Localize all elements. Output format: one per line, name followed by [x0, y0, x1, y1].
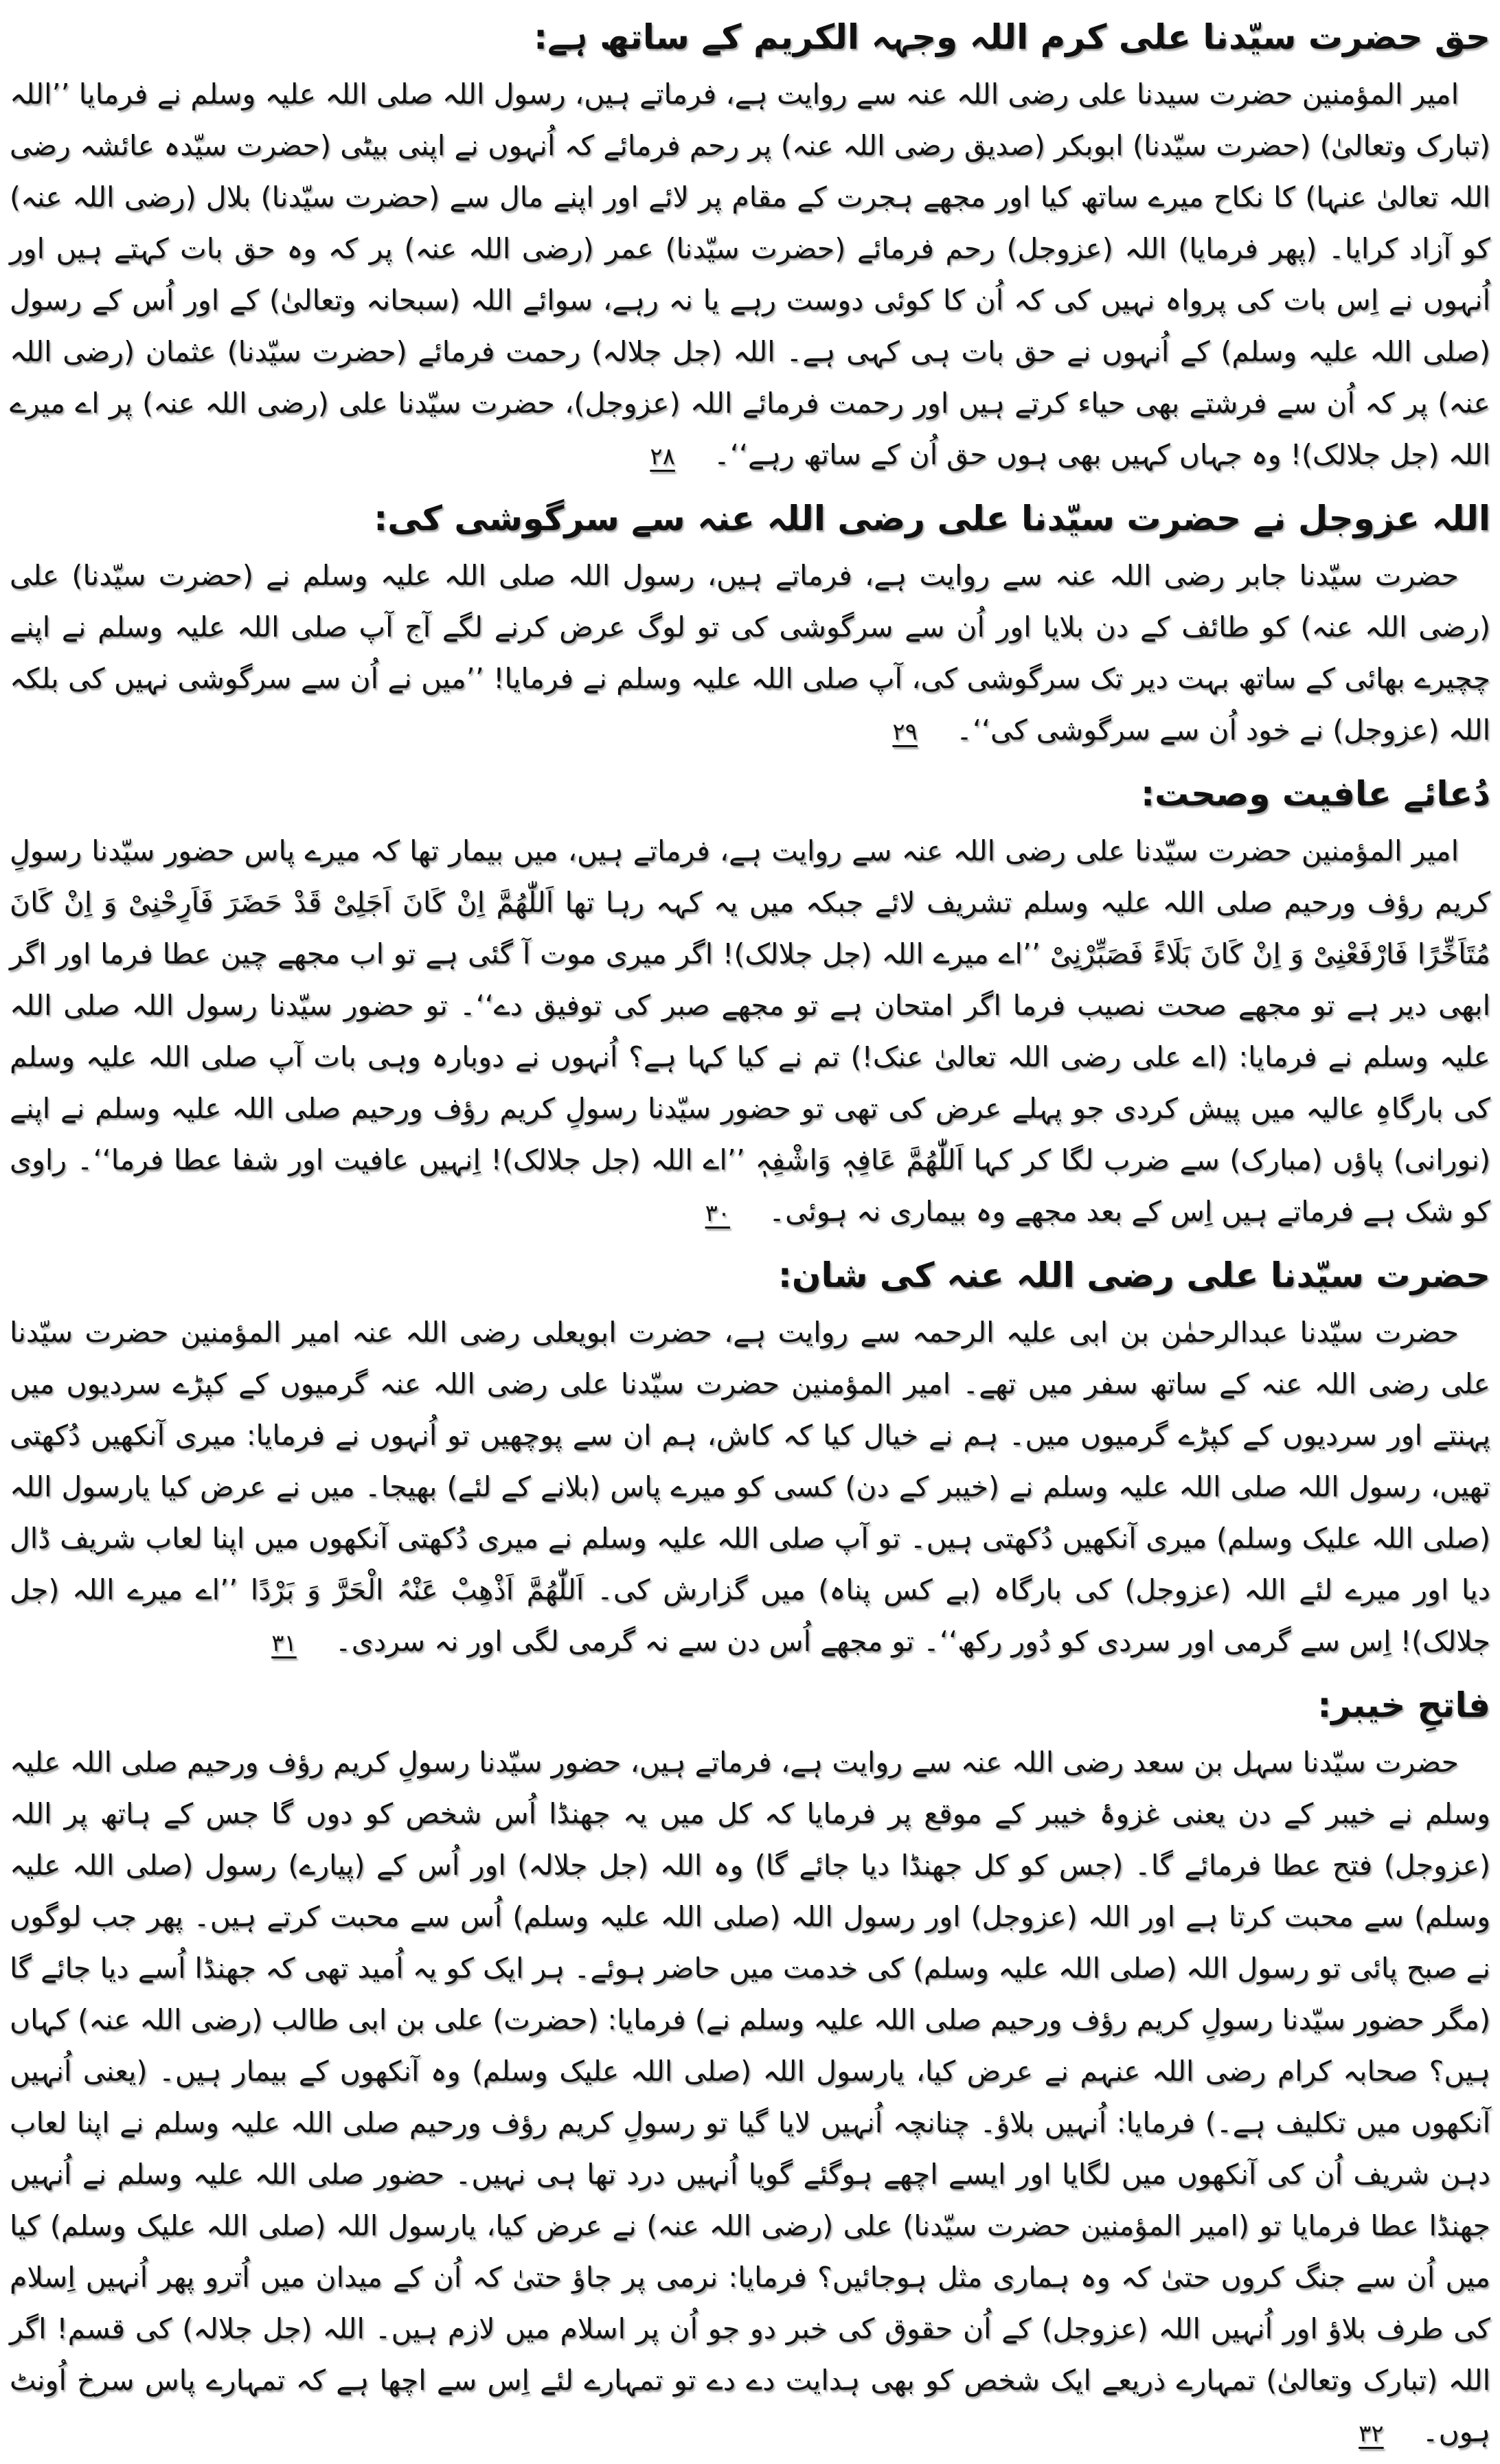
section-heading-fatih-khaibar: فاتحِ خیبر: [1317, 1685, 1490, 1725]
footnote-marker[interactable]: ۳۱ [271, 1630, 297, 1657]
paragraph-text: امیر المؤمنین حضرت سیّدنا علی رضی اللہ عنہ سے روایت ہے، فرماتے ہیں، میں بیمار تھا کہ میرے پاس حضور سیّدنا رسولِ کریم رؤف ورحیم صلی اللہ علیہ وسلم تشریف لائے جبکہ میں یہ کہہ رہا تھا اَللّٰھُمَّ اِنْ کَانَ اَجَلِیْ قَدْ حَضَرَ فَاَرِحْنِیْ وَ اِنْ کَانَ مُتَاَخِّرًا فَارْفَعْنِیْ وَ اِنْ کَانَ بَلَاءً فَصَبِّرْنِیْ ’’اے میرے اللہ (جل جلالک)! اگر میری موت آ گئی ہے تو اب مجھے چین عطا فرما اور اگر ابھی دیر ہے تو مجھے صحت نصیب فرما اگر امتحان ہے تو مجھے صبر کی توفیق دے‘‘۔ تو حضور سیّدنا رسول اللہ صلی اللہ علیہ وسلم نے فرمایا: (اے علی رضی اللہ تعالیٰ عنک!) تم نے کیا کہا ہے؟ اُنہوں نے دوبارہ وہی بات آپ صلی اللہ علیہ وسلم کی بارگاہِ عالیہ میں پیش کردی جو پہلے عرض کی تھی تو حضور سیّدنا رسولِ کریم رؤف ورحیم صلی اللہ علیہ وسلم نے اپنے (نورانی) پاؤں (مبارک) سے ضرب لگا کر کہا اَللّٰھُمَّ عَافِہٖ وَاشْفِہٖ ’’اے اللہ (جل جلالک)! اِنہیں عافیت اور شفا عطا فرما‘‘۔ راوی کو شک ہے فرماتے ہیں اِس کے بعد مجھے وہ بیماری نہ ہوئی۔ [10, 834, 1490, 1228]
section-paragraph [10, 550, 1490, 758]
paragraph-text: حضرت سیّدنا جابر رضی اللہ عنہ سے روایت ہے، فرماتے ہیں، رسول اللہ صلی اللہ علیہ وسلم نے (حضرت سیّدنا) علی (رضی اللہ عنہ) کو طائف کے دن بلایا اور اُن سے سرگوشی کی تو لوگ عرض کرنے لگے آج آپ صلی اللہ علیہ وسلم نے اپنے چچیرے بھائی کے ساتھ بہت دیر تک سرگوشی کی، آپ صلی اللہ علیہ وسلم نے فرمایا! ’’میں نے اُن سے سرگوشی نہیں کی بلکہ اللہ (عزوجل) نے خود اُن سے سرگوشی کی‘‘۔ [10, 559, 1490, 746]
section-heading-dua-afiyat: دُعائے عافیت وصحت: [1141, 774, 1490, 814]
footnote-marker[interactable]: ۲۸ [650, 443, 675, 470]
section-paragraph [10, 1737, 1490, 2460]
footnote-marker[interactable]: ۳۲ [1359, 2420, 1384, 2448]
document-page [10, 0, 1490, 2464]
paragraph-text: حضرت سیّدنا عبدالرحمٰن بن ابی علیہ الرحمہ سے روایت ہے، حضرت ابویعلی رضی اللہ عنہ امیر المؤمنین حضرت سیّدنا علی رضی اللہ عنہ کے ساتھ سفر میں تھے۔ امیر المؤمنین حضرت سیّدنا علی رضی اللہ عنہ گرمیوں کے کپڑے سردیوں میں پہنتے اور سردیوں کے کپڑے گرمیوں میں۔ ہم نے خیال کیا کہ کاش، ہم ان سے پوچھیں تو اُنہوں نے فرمایا: میری آنکھیں دُکھتی تھیں، رسول اللہ صلی اللہ علیہ وسلم نے (خیبر کے دن) کسی کو میرے پاس (بلانے کے لئے) بھیجا۔ میں نے عرض کیا یارسول اللہ (صلی اللہ علیک وسلم) میری آنکھیں دُکھتی ہیں۔ تو آپ صلی اللہ علیہ وسلم نے میری دُکھتی آنکھوں میں اپنا لعاب شریف ڈال دیا اور میرے لئے اللہ (عزوجل) کی بارگاہ (بے کس پناہ) میں گزارش کی۔ اَللّٰھُمَّ اَذْھِبْ عَنْہُ الْحَرَّ وَ بَرْدًا ’’اے میرے اللہ (جل جلالک)! اِس سے گرمی اور سردی کو دُور رکھ‘‘۔ تو مجھے اُس دن سے نہ گرمی لگی اور نہ سردی۔ [10, 1316, 1490, 1658]
footnote-marker[interactable]: ۳۰ [705, 1200, 731, 1227]
section-paragraph [10, 1307, 1490, 1669]
section-heading-shan-ali: حضرت سیّدنا علی رضی اللہ عنہ کی شان: [777, 1255, 1490, 1295]
section-paragraph [10, 825, 1490, 1240]
paragraph-text: حضرت سیّدنا سہل بن سعد رضی اللہ عنہ سے روایت ہے، فرماتے ہیں، حضور سیّدنا رسولِ کریم رؤف ورحیم صلی اللہ علیہ وسلم نے خیبر کے دن یعنی غزوۂ خیبر کے موقع پر فرمایا کہ کل میں یہ جھنڈا اُس شخص کو دوں گا جس کے ہاتھ پر اللہ (عزوجل) فتح عطا فرمائے گا۔ (جس کو کل جھنڈا دیا جائے گا) وہ اللہ (جل جلالہ) اور اُس کے (پیارے) رسول (صلی اللہ علیہ وسلم) سے محبت کرتا ہے اور اللہ (عزوجل) اور رسول اللہ (صلی اللہ علیہ وسلم) اُس سے محبت کرتے ہیں۔ پھر جب لوگوں نے صبح پائی تو رسول اللہ (صلی اللہ علیہ وسلم) کی خدمت میں حاضر ہوئے۔ ہر ایک کو یہ اُمید تھی کہ جھنڈا اُسے دیا جائے گا (مگر حضور سیّدنا رسولِ کریم رؤف ورحیم صلی اللہ علیہ وسلم نے) فرمایا: (حضرت) علی بن ابی طالب (رضی اللہ عنہ) کہاں ہیں؟ صحابہ کرام رضی اللہ عنہم نے عرض کیا، یارسول اللہ (صلی اللہ علیک وسلم) وہ آنکھوں کے بیمار ہیں۔ (یعنی اُنہیں آنکھوں میں تکلیف ہے۔) فرمایا: اُنہیں بلاؤ۔ چنانچہ اُنہیں لایا گیا تو رسولِ کریم رؤف ورحیم صلی اللہ علیہ وسلم نے اپنا لعاب دہن شریف اُن کی آنکھوں میں لگایا اور ایسے اچھے ہوگئے گویا اُنہیں درد تھا ہی نہیں۔ حضور صلی اللہ علیہ وسلم نے اُنہیں جھنڈا عطا فرمایا تو (امیر المؤمنین حضرت سیّدنا) علی (رضی اللہ عنہ) نے عرض کیا، یارسول اللہ (صلی اللہ علیک وسلم) کیا میں اُن سے جنگ کروں حتیٰ کہ وہ ہماری مثل ہوجائیں؟ فرمایا: نرمی پر جاؤ حتیٰ کہ اُن کے میدان میں اُترو پھر اُنہیں اِسلام کی طرف بلاؤ اور اُنہیں اللہ (عزوجل) کے اُن حقوق کی خبر دو جو اُن پر اسلام میں لازم ہیں۔ اللہ (جل جلالہ) کی قسم! اگر اللہ (تبارک وتعالیٰ) تمہارے ذریعے ایک شخص کو بھی ہدایت دے دے تو تمہارے لئے اِس سے اچھا ہے کہ تمہارے پاس سرخ اُونٹ ہوں۔ [10, 1746, 1490, 2448]
paragraph-text: امیر المؤمنین حضرت سیدنا علی رضی اللہ عنہ سے روایت ہے، فرماتے ہیں، رسول اللہ صلی اللہ علیہ وسلم نے فرمایا ’’اللہ (تبارک وتعالیٰ) (حضرت سیّدنا) ابوبکر (صدیق رضی اللہ عنہ) پر رحم فرمائے کہ اُنہوں نے اپنی بیٹی (حضرت سیّدہ عائشہ رضی اللہ تعالیٰ عنہا) کا نکاح میرے ساتھ کیا اور مجھے ہجرت کے مقام پر لائے اور اپنے مال سے (حضرت سیّدنا) بلال (رضی اللہ عنہ) کو آزاد کرایا۔ (پھر فرمایا) اللہ (عزوجل) رحم فرمائے (حضرت سیّدنا) عمر (رضی اللہ عنہ) پر کہ وہ حق بات کہتے ہیں اور اُنہوں نے اِس بات کی پرواہ نہیں کی کہ اُن کا کوئی دوست رہے یا نہ رہے، سوائے اللہ (سبحانہ وتعالیٰ) کے اور اُس کے رسول (صلی اللہ علیہ وسلم) کے اُنہوں نے حق بات ہی کہی ہے۔ اللہ (جل جلالہ) رحمت فرمائے (حضرت سیّدنا) عثمان (رضی اللہ عنہ) پر کہ اُن سے فرشتے بھی حیاء کرتے ہیں اور رحمت فرمائے اللہ (عزوجل)، حضرت سیّدنا علی (رضی اللہ عنہ) پر اے میرے اللہ (جل جلالک)! وہ جہاں کہیں بھی ہوں حق اُن کے ساتھ رہے‘‘۔ [10, 78, 1490, 471]
footnote-marker[interactable]: ۲۹ [892, 718, 918, 746]
section-paragraph [10, 69, 1490, 483]
section-heading-sargoshi: اللہ عزوجل نے حضرت سیّدنا علی رضی اللہ عنہ سے سرگوشی کی: [374, 499, 1490, 538]
section-heading-haq-ali: حق حضرت سیّدنا علی کرم اللہ وجہہ الکریم کے ساتھ ہے: [534, 17, 1490, 57]
